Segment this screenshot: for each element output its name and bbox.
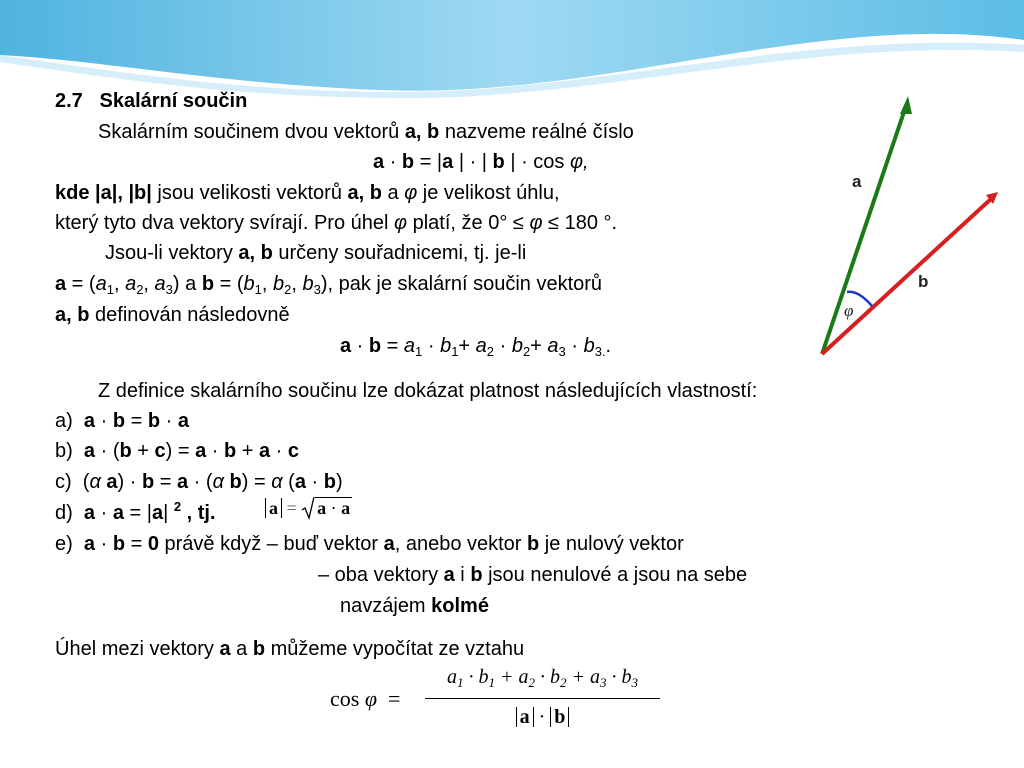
property-e: e) a · b = 0 právě když – buď vektor a, anebo vektor b je nulový vektor — [55, 533, 684, 555]
text: platí, že 0° ≤ — [407, 212, 530, 234]
text: Skalárním součinem dvou vektorů — [98, 121, 405, 143]
text: jsou velikosti vektorů — [151, 182, 348, 204]
text: definován následovně — [89, 304, 290, 326]
vector-b: b — [492, 151, 505, 173]
text: a, b — [55, 304, 90, 326]
definition-line-3 — [55, 181, 560, 205]
coordinate-formula: $a \cdot b = a_1 \cdot b_1+ a_2 \cdot b_2+ a_3 \cdot b_{3.}$. — [340, 335, 612, 359]
properties-intro: Z definice skalárního součinu lze dokázat platnost následujících vlastností: — [98, 380, 758, 402]
text: jsou nenulové a jsou na sebe — [482, 564, 748, 586]
text: = ( — [66, 273, 96, 295]
text: a — [381, 182, 405, 204]
text: a, b — [347, 182, 382, 204]
phi: φ, — [569, 151, 589, 173]
phi: φ — [404, 182, 418, 204]
section-title: Skalární součin — [99, 90, 248, 112]
text: i — [454, 564, 471, 586]
vector-a: a — [55, 273, 67, 295]
property-b: b) a · (b + c) = a · b + a · c — [55, 440, 300, 462]
phi: φ — [529, 212, 543, 234]
angle-sentence: Úhel mezi vektory a a b můžeme vypočítat ze vztahu — [55, 638, 525, 660]
sqrt-icon — [301, 496, 315, 520]
text: , anebo vektor — [394, 533, 528, 555]
label: a) — [55, 410, 73, 432]
text: a, b — [238, 242, 273, 264]
header-wave-decoration — [0, 0, 1024, 100]
text: můžeme vypočítat ze vztahu — [265, 638, 525, 660]
property-c: c) (α a) · b = a · (α b) = α (a · b) — [55, 471, 343, 493]
scalar-product-formula — [373, 150, 589, 174]
text: Jsou-li vektory — [105, 242, 239, 264]
definition-line-5 — [105, 241, 526, 265]
definition-line-1 — [98, 120, 634, 144]
vector-a: a — [442, 151, 454, 173]
text: | · | — [453, 151, 493, 173]
vector-b: b — [401, 151, 415, 173]
phi: φ — [394, 212, 408, 234]
cos-label: cos φ = — [330, 686, 401, 711]
text: , tj. — [181, 502, 216, 524]
section-number: 2.7 — [55, 90, 83, 112]
label: d) — [55, 502, 73, 524]
property-e-line-3 — [340, 594, 489, 618]
text: určeny souřadnicemi, tj. je-li — [272, 242, 527, 264]
text: je velikost úhlu, — [417, 182, 560, 204]
text: ≤ 180 °. — [542, 212, 618, 234]
text: – oba vektory — [318, 564, 444, 586]
text: nazveme reálné číslo — [439, 121, 634, 143]
property-d-sqrt-formula: a = a · a — [265, 495, 352, 521]
text: navzájem — [340, 595, 432, 617]
cosine-numerator: $a_1 \cdot b_1 + a_2 \cdot b_2 + a_3 \cdot b_3$ — [447, 666, 638, 690]
property-e-line-2: – oba vektory a i b jsou nenulové a jsou na sebe — [318, 564, 748, 586]
property-a: a) a · b = b · a — [55, 410, 189, 432]
text: kde |a|, |b| — [55, 182, 152, 204]
figure-label-phi: φ — [844, 301, 854, 320]
text: kolmé — [431, 595, 489, 617]
text: cos — [330, 686, 360, 711]
vector-angle-figure — [800, 92, 1024, 364]
label: b) — [55, 440, 73, 462]
vectors-ab: a, b — [404, 121, 440, 143]
cosine-formula — [330, 666, 670, 736]
vector-a-arrowhead — [900, 96, 912, 114]
dot: · — [389, 151, 397, 173]
text: | · cos — [504, 151, 570, 173]
vector-a: a — [373, 151, 385, 173]
vector-b: b — [201, 273, 215, 295]
label: e) — [55, 533, 73, 555]
text: ), pak je skalární součin vektorů — [320, 273, 603, 295]
text: a — [230, 638, 253, 660]
text: je nulový vektor — [539, 533, 684, 555]
text: právě když – buď vektor — [158, 533, 384, 555]
figure-label-b: b — [918, 272, 929, 291]
figure-label-a: a — [852, 172, 862, 191]
section-heading — [55, 89, 247, 113]
text: Úhel mezi vektory — [55, 638, 220, 660]
definition-line-4 — [55, 211, 617, 235]
text: který tyto dva vektory svírají. Pro úhel — [55, 212, 395, 234]
cosine-denominator: a · b — [425, 706, 660, 729]
label: c) — [55, 471, 72, 493]
coordinates-line: $a = (a_1$, $a_2$, $a_3$) a $b = (b_1$, $b_2$, $b_3$), pak je skalární součin vektorů — [55, 273, 603, 297]
text: = | — [414, 151, 443, 173]
definition-line-7 — [55, 303, 290, 327]
fraction-bar — [425, 698, 660, 699]
property-d: d) a · a = |a| $^2$ , tj. — [55, 499, 216, 524]
